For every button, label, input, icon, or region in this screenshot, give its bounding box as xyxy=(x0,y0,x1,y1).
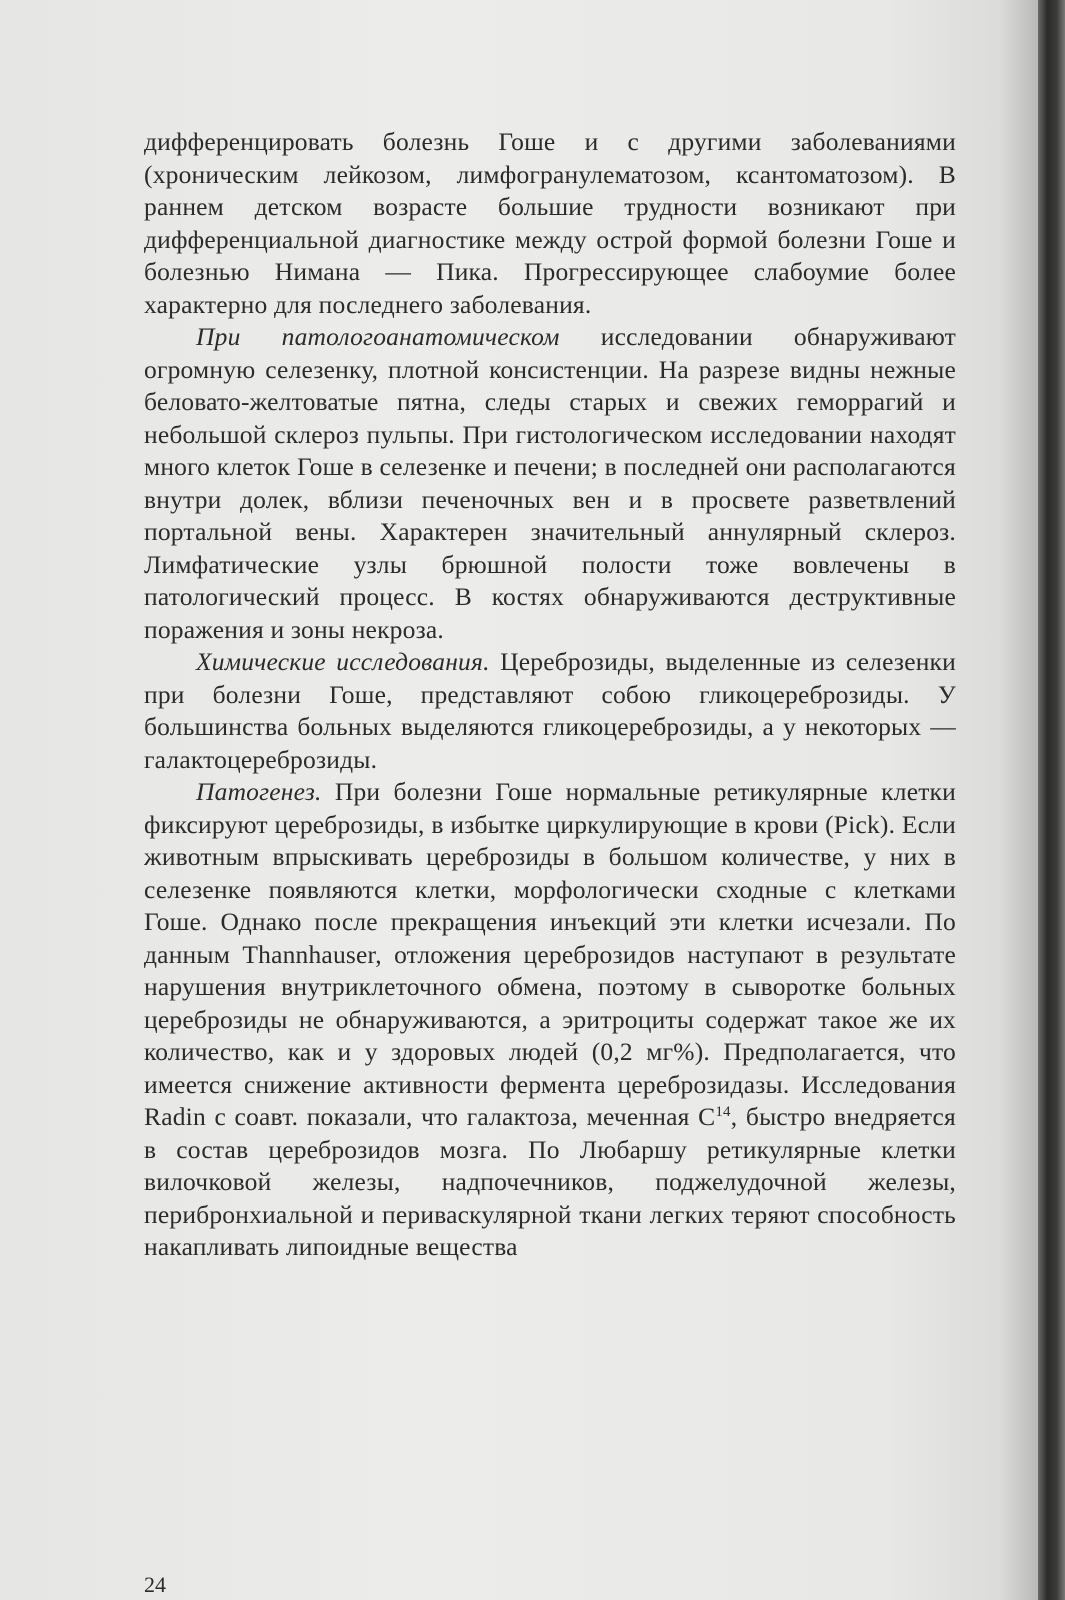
body-text xyxy=(144,126,956,1264)
section-lead-pathogenesis: Патогенез. xyxy=(196,777,322,806)
book-spine-shadow xyxy=(1038,0,1065,1600)
paragraph-pathology xyxy=(144,321,956,646)
paragraph-text: , быстро внедряется в состав цереброзидов мозга. По Любаршу ретикулярные клетки вилочковой железы, надпочечников, поджелудочной железы, перибронхиальной и периваскулярной ткани легких теряют способность накапливать липоидные вещества xyxy=(144,1102,956,1261)
paragraph-pathogenesis xyxy=(144,776,956,1264)
paragraph-chemical-studies xyxy=(144,646,956,776)
page-number: 24 xyxy=(144,1572,166,1597)
paragraph-text: Цереброзиды, выделенные из селезенки при болезни Гоше, представляют собою гликоцереброзиды. У большинства больных выделяются гликоцереброзиды, а у некоторых — галактоцереброзиды. xyxy=(144,647,956,774)
isotope-superscript: 14 xyxy=(715,1104,731,1120)
section-lead-pathology: При патологоанатомическом xyxy=(196,322,560,351)
paragraph-text: дифференцировать болезнь Гоше и с другими заболеваниями (хроническим лейкозом, лимфогранулематозом, ксантоматозом). В раннем детском возрасте большие трудности возникают при дифференциальной диагностике между острой формой болезни Гоше и болезнью Нимана — Пика. Прогрессирующее слабоумие более характерно для последнего заболевания. xyxy=(144,127,956,319)
paragraph-text: При болезни Гоше нормальные ретикулярные клетки фиксируют цереброзиды, в избытке циркулирующие в крови (Pick). Если животным впрыскивать цереброзиды в большом количестве, у них в селезенке появляются клетки, морфологически сходные с клетками Гоше. Однако после прекращения инъекций эти клетки исчезали. По данным Thannhauser, отложения цереброзидов наступают в результате нарушения внутриклеточного обмена, поэтому в сыворотке больных цереброзиды не обнаруживаются, а эритроциты содержат такое же их количество, как и у здоровых людей (0,2 мг%). Предполагается, что имеется снижение активности фермента цереброзидазы. Исследования Radin с соавт. показали, что галактоза, меченная C xyxy=(144,777,956,1131)
section-lead-chemical-studies: Химические исследования. xyxy=(196,647,490,676)
paragraph-text: исследовании обнаруживают огромную селезенку, плотной консистенции. На разрезе видны нежные беловато-желтоватые пятна, следы старых и свежих геморрагий и небольшой склероз пульпы. При гистологическом исследовании находят много клеток Гоше в селезенке и печени; в последней они располагаются внутри долек, вблизи печеночных вен и в просвете разветвлений портальной вены. Характерен значительный аннулярный склероз. Лимфатические узлы брюшной полости тоже вовлечены в патологический процесс. В костях обнаруживаются деструктивные поражения и зоны некроза. xyxy=(144,322,956,644)
paragraph-differential-diagnosis xyxy=(144,126,956,321)
